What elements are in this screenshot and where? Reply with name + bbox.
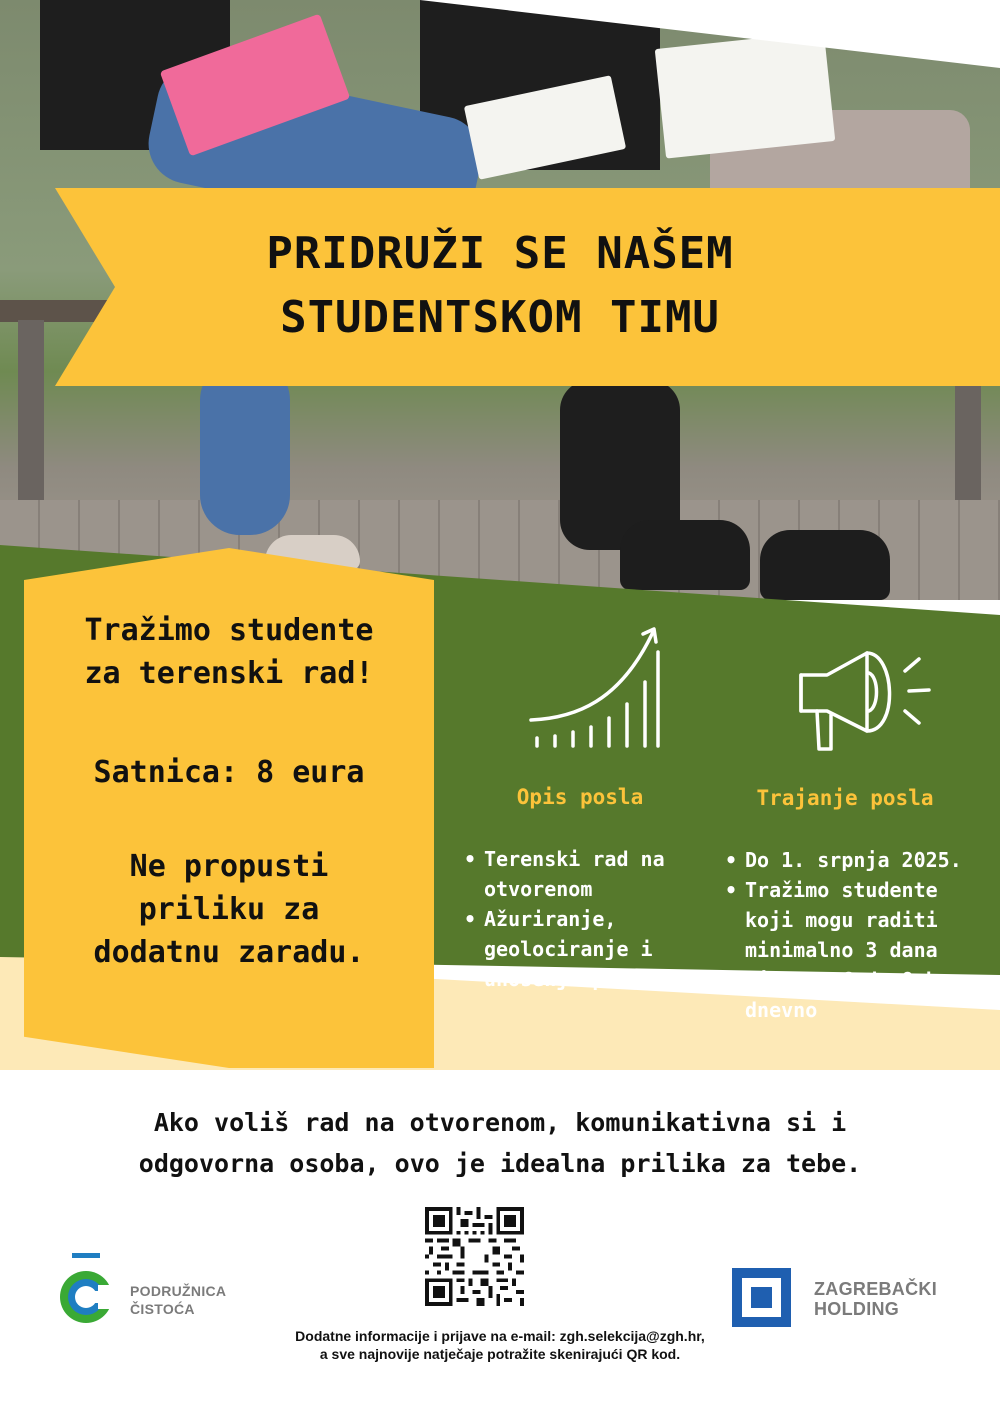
- job-description-heading: Opis posla: [516, 785, 644, 809]
- holding-logo-text: [814, 1279, 937, 1319]
- list-item-line: koji mogu raditi: [745, 908, 938, 932]
- photo-jeans-leg: [200, 360, 290, 535]
- list-item-line: • Ažuriranje,: [484, 907, 617, 931]
- list-item-line: • Terenski rad na: [484, 847, 665, 871]
- qr-code[interactable]: [425, 1207, 524, 1306]
- wage-text: Satnica: 8 eura: [93, 755, 365, 790]
- cta-line-1: Ne propusti: [129, 849, 329, 884]
- job-duration-heading: Trajanje posla: [756, 786, 934, 810]
- holding-logo-line-1: ZAGREBAČKI: [814, 1279, 937, 1299]
- cistoca-logo-icon: [55, 1250, 117, 1330]
- footer-line-2: a sve najnovije natječaje potražite skenirajući QR kod.: [319, 1346, 681, 1362]
- page-title: [0, 222, 1000, 350]
- megaphone-icon: [787, 645, 935, 755]
- list-item: [725, 845, 990, 875]
- cistoca-logo-line-2: ČISTOĆA: [130, 1301, 195, 1317]
- holding-logo-icon: [732, 1268, 791, 1327]
- footer-line-1: Dodatne informacije i prijave na e-mail: zgh.selekcija@zgh.hr,: [295, 1328, 705, 1344]
- list-item-line: geolociranje i: [484, 937, 653, 961]
- cta-line-3: dodatnu zaradu.: [93, 935, 365, 970]
- photo-sneaker: [620, 520, 750, 590]
- list-item-line: dnevno: [745, 998, 818, 1022]
- pitch-line-2: odgovorna osoba, ovo je idealna prilika za tebe.: [138, 1149, 862, 1178]
- holding-logo-line-2: HOLDING: [814, 1299, 900, 1319]
- list-item-line: tjedno, 6 do 8 h: [745, 968, 938, 992]
- title-line-2: STUDENTSKOM TIMU: [280, 292, 720, 343]
- list-item: [464, 904, 724, 994]
- cta-line-2: priliku za: [138, 892, 320, 927]
- list-item-line: otvorenom: [484, 877, 593, 901]
- list-item: [725, 875, 990, 1025]
- list-item-line: unošenje podataka: [484, 967, 689, 991]
- list-item-line: • Do 1. srpnja 2025.: [745, 848, 962, 872]
- highlight-line-2: za terenski rad!: [84, 656, 374, 691]
- highlight-line-1: Tražimo studente: [84, 613, 374, 648]
- highlight-intro: [24, 609, 434, 695]
- pitch-text: [0, 1102, 1000, 1184]
- job-description-list: [464, 844, 724, 994]
- cistoca-logo-text: [130, 1282, 226, 1318]
- list-item-line: minimalno 3 dana: [745, 938, 938, 962]
- footer-contact: [0, 1327, 1000, 1363]
- photo-notepad: [655, 31, 836, 158]
- list-item: [464, 844, 724, 904]
- title-line-1: PRIDRUŽI SE NAŠEM: [266, 228, 734, 279]
- cistoca-logo-line-1: PODRUŽNICA: [130, 1283, 227, 1299]
- job-duration-list: [725, 845, 990, 1025]
- growth-chart-icon: [525, 622, 665, 752]
- pitch-line-1: Ako voliš rad na otvorenom, komunikativna si i: [153, 1108, 847, 1137]
- list-item-line: • Tražimo studente: [745, 878, 938, 902]
- highlight-cta: [24, 845, 434, 974]
- photo-sneaker: [760, 530, 890, 600]
